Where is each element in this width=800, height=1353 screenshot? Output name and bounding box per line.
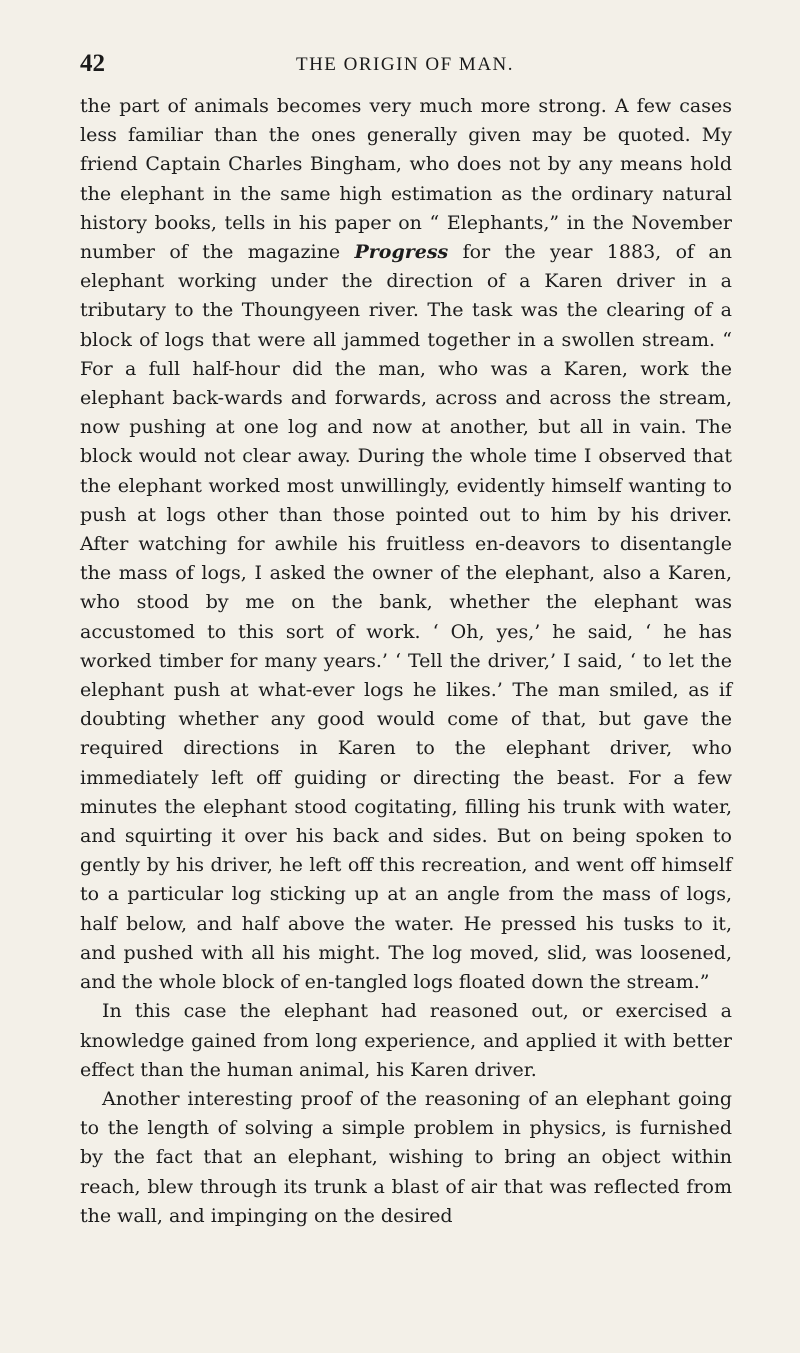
running-head — [80, 50, 730, 80]
paragraph: the part of animals becomes very much more strong. A few cases less familiar than the ones generally given may be quoted. My friend Captain Charles Bingham, who does not by any means hold the elephant in the same high estimation as the ordinary natural history books, tells in his paper on “ Elephants,” in the November number of the magazine Progress for the year 1883, of an elephant working under the direction of a Karen driver in a tributary to the Thoungyeen river. The task was the clearing of a block of logs that were all jammed together in a swollen stream. “ For a full half-hour did the man, who was a Karen, work the elephant back-wards and forwards, across and across the stream, now pushing at one log and now at another, but all in vain. The block would not clear away. During the whole time I observed that the elephant worked most unwillingly, evidently himself wanting to push at logs other than those pointed out to him by his driver. After watching for awhile his fruitless en-deavors to disentangle the mass of logs, I asked the owner of the elephant, also a Karen, who stood by me on the bank, whether the elephant was accustomed to this sort of work. ‘ Oh, yes,’ he said, ‘ he has worked timber for many years.’ ‘ Tell the driver,’ I said, ‘ to let the elephant push at what-ever logs he likes.’ The man smiled, as if doubting whether any good would come of that, but gave the required directions in Karen to the elephant driver, who immediately left off guiding or directing the beast. For a few minutes the elephant stood cogitating, filling his trunk with water, and squirting it over his back and sides. But on being spoken to gently by his driver, he left off this recreation, and went off himself to a particular log sticking up at an angle from the mass of logs, half below, and half above the water. He pressed his tusks to it, and pushed with all his might. The log moved, slid, was loosened, and the whole block of en-tangled logs floated down the stream.” — [80, 95, 732, 994]
page-number: 42 — [80, 50, 105, 77]
body-text — [80, 92, 732, 1231]
paragraph: In this case the elephant had reasoned out, or exercised a knowledge gained from long experience, and applied it with better effect than the human animal, his Karen driver. — [80, 1000, 732, 1081]
magazine-title: Progress — [354, 241, 449, 264]
paragraph: Another interesting proof of the reasoning of an elephant going to the length of solving a simple problem in physics, is furnished by the fact that an elephant, wishing to bring an object within reach, blew through its trunk a blast of air that was reflected from the wall, and impinging on the desired — [80, 1087, 732, 1227]
running-title: THE ORIGIN OF MAN. — [295, 54, 515, 75]
